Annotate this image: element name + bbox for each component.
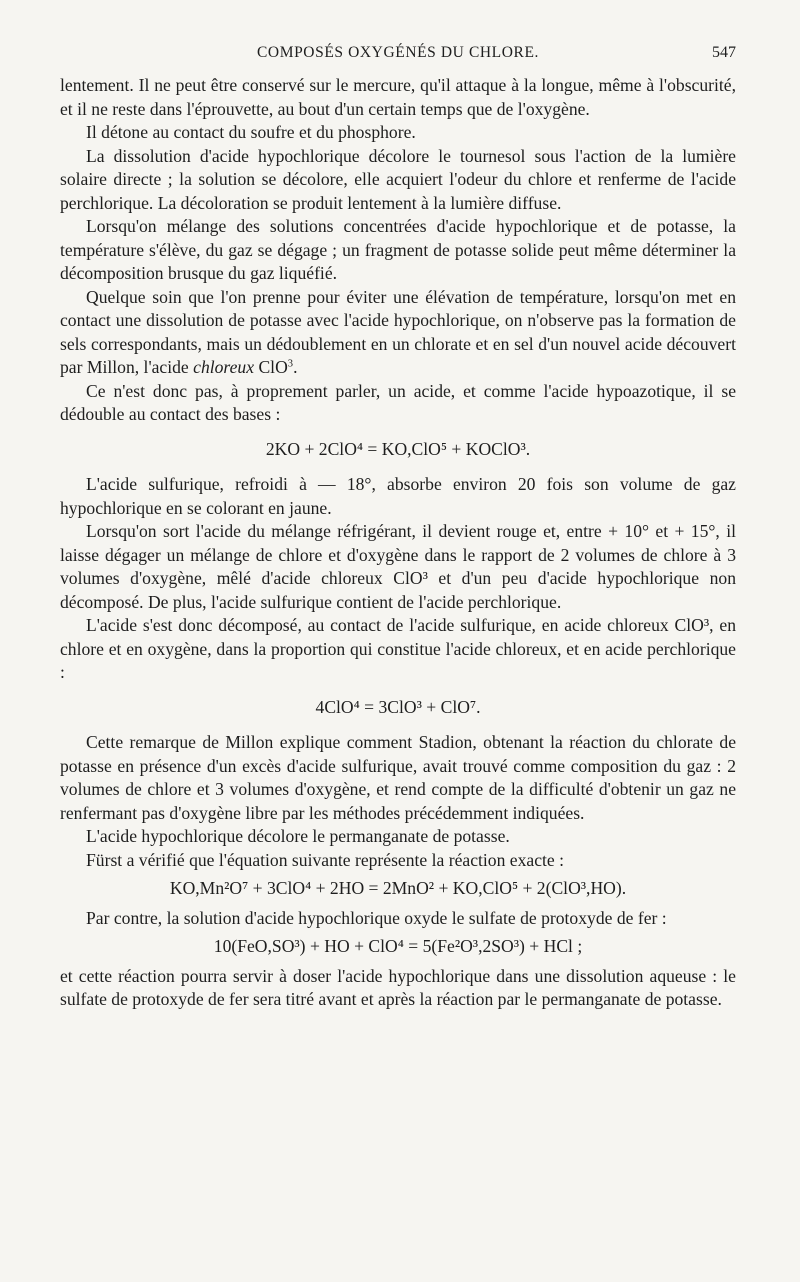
paragraph-3: La dissolution d'acide hypochlorique décolore le tournesol sous l'action de la lumière solaire directe ; la solution se décolore, elle acquiert l'odeur du chlore et renferme de l'acide perchlorique. La décoloration se produit lentement à la lumière diffuse.	[60, 145, 736, 213]
equation-4: 10(FeO,SO³) + HO + ClO⁴ = 5(Fe²O³,2SO³) + HCl ;	[213, 936, 583, 956]
paragraph-2: Il détone au contact du soufre et du phosphore.	[86, 122, 416, 142]
paragraph-5-formula: ClO	[254, 357, 288, 377]
paragraph-5-emphasis: chloreux	[193, 357, 255, 377]
paragraph-11: L'acide hypochlorique décolore le permanganate de potasse.	[86, 826, 510, 846]
equation-3: KO,Mn²O⁷ + 3ClO⁴ + 2HO = 2MnO² + KO,ClO⁵ + 2(ClO³,HO).	[169, 878, 627, 898]
running-head: COMPOSÉS OXYGÉNÉS DU CHLORE.	[256, 44, 540, 61]
paragraph-1: lentement. Il ne peut être conservé sur le mercure, qu'il attaque à la longue, même à l'obscurité, et il ne reste dans l'éprouvette, au bout d'un certain temps que de l'oxygène.	[60, 75, 736, 119]
paragraph-8: Lorsqu'on sort l'acide du mélange réfrigérant, il devient rouge et, entre + 10° et + 15°, il laisse dégager un mélange de chlore et d'oxygène dans le rapport de 2 volumes de chlore à 3 volumes d'oxygène, mêlé d'acide chloreux ClO³ et d'un peu d'acide hypochlorique non décomposé. De plus, l'acide sulfurique contient de l'acide perchlorique.	[60, 521, 736, 612]
paragraph-10: Cette remarque de Millon explique comment Stadion, obtenant la réaction du chlorate de potasse en présence d'un excès d'acide sulfurique, avait trouvé comme composition du gaz : 2 volumes de chlore et 3 volumes d'oxygène, et rend compte de la difficulté d'obtenir un gaz ne renfermant pas d'oxygène libre par les méthodes précédemment indiquées.	[60, 732, 736, 823]
paragraph-4: Lorsqu'on mélange des solutions concentrées d'acide hypochlorique et de potasse, la température s'élève, du gaz se dégage ; un fragment de potasse solide peut même déterminer la décomposition brusque du gaz liquéfié.	[60, 216, 736, 283]
paragraph-14: et cette réaction pourra servir à doser l'acide hypochlorique dans une dissolution aqueuse : le sulfate de protoxyde de fer sera titré avant et après la réaction par le permanganate de potasse.	[60, 965, 736, 1009]
paragraph-5-superscript: 3	[287, 358, 294, 370]
equation-2: 4ClO⁴ = 3ClO³ + ClO⁷.	[315, 696, 481, 717]
body-text	[60, 74, 736, 1012]
paragraph-6: Ce n'est donc pas, à proprement parler, un acide, et comme l'acide hypoazotique, il se dédouble au contact des bases :	[60, 380, 736, 424]
page-header	[60, 44, 736, 68]
paragraph-9: L'acide s'est donc décomposé, au contact de l'acide sulfurique, en acide chloreux ClO³, en chlore et en oxygène, dans la proportion qui constitue l'acide chloreux, et en acide perchlorique :	[60, 615, 736, 682]
equation-1: 2KO + 2ClO⁴ = KO,ClO⁵ + KOClO³.	[265, 438, 531, 459]
paragraph-5	[60, 286, 736, 380]
paragraph-12: Fürst a vérifié que l'équation suivante représente la réaction exacte :	[86, 849, 564, 870]
paragraph-5-end: .	[293, 357, 298, 377]
paragraph-5-text: Quelque soin que l'on prenne pour éviter une élévation de température, lorsqu'on met en contact une dissolution de potasse avec l'acide hypochlorique, on n'observe pas la formation de sels correspondants, mais un dédoublement en un chlorate et en sel d'un nouvel acide découvert par Millon, l'acide	[60, 286, 736, 377]
page-number: 547	[712, 44, 736, 61]
paragraph-7: L'acide sulfurique, refroidi à — 18°, absorbe environ 20 fois son volume de gaz hypochlorique en se colorant en jaune.	[60, 474, 736, 518]
paragraph-13: Par contre, la solution d'acide hypochlorique oxyde le sulfate de protoxyde de fer :	[86, 907, 667, 928]
